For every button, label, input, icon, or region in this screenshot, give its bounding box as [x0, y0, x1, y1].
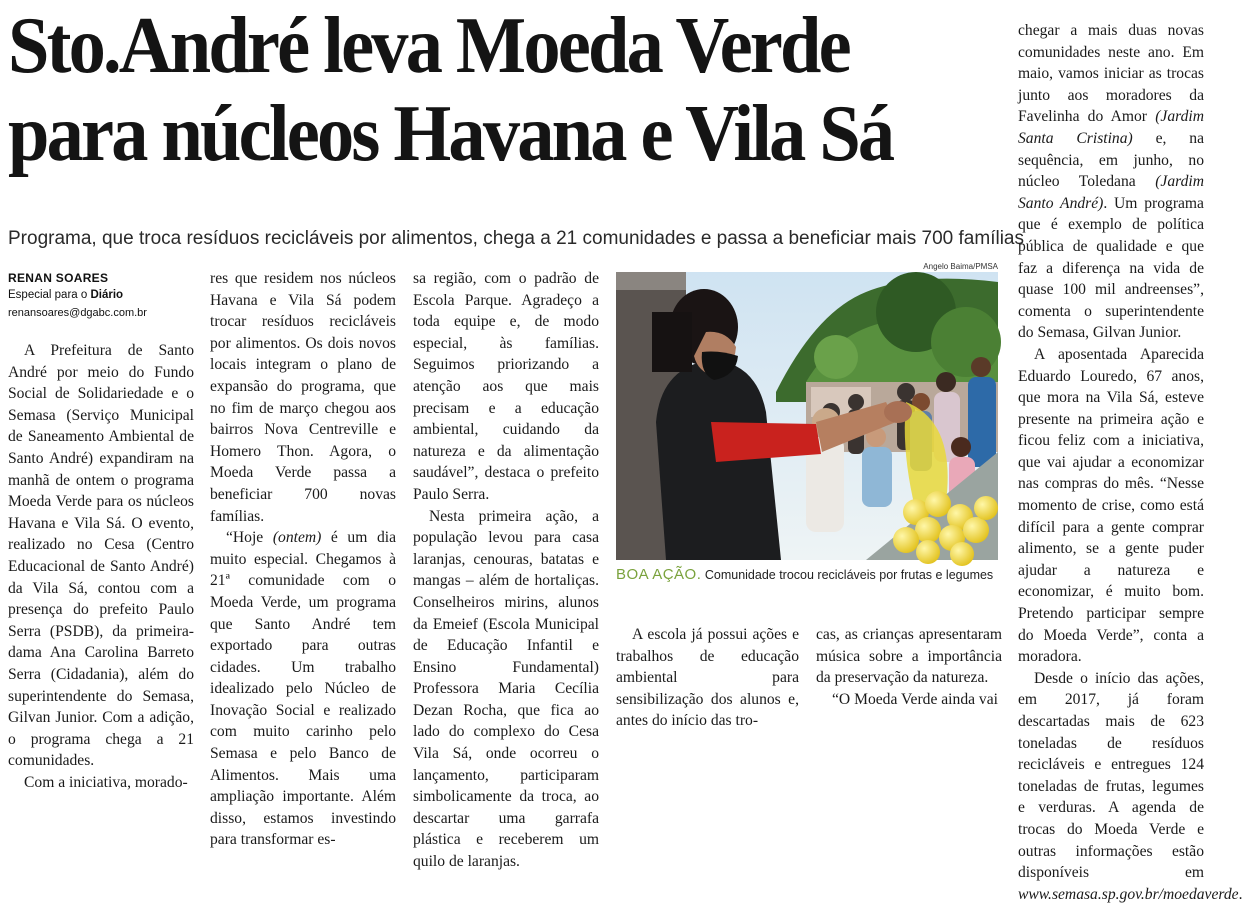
paragraph: Nesta primeira ação, a população levou para casa laranjas, cenouras, batatas e mangas – além de hortaliças. Conselheiros mirins, alunos da Emeief (Escola Municipal de Educação Infantil e Ensino Fundamental) Professora Maria Cecília Dezan Rocha, que fica ao lado do complexo do Cesa Vila Sá, onde ocorreu o lançamento, participaram simbolicamente da troca, ao descartar uma garrafa plástica e receberem um quilo de laranjas. — [413, 507, 599, 871]
newspaper-name: Diário — [90, 289, 124, 301]
photo-credit: Angelo Baima/PMSA — [923, 262, 998, 271]
author-email: renansoares@dgabc.com.br — [8, 307, 147, 319]
headline-line-1: Sto.André leva Moeda Verde — [8, 2, 849, 90]
article-column-6 — [1018, 20, 1243, 905]
paragraph: chegar a mais duas novas comunidades neste ano. Em maio, vamos iniciar as trocas junto aos moradores da Favelinha do Amor (Jardim Santa Cristina) e, na sequência, em junho, no núcleo Toledana (Jardim Santo André). Um programa que é exemplo de política pública de qualidade e que faz a diferença na vida de quase 100 mil andreenses”, comenta o superintendente do Semasa, Gilvan Junior. — [1018, 22, 1204, 342]
article-photo — [616, 272, 998, 560]
caption-text: Comunidade trocou recicláveis por frutas e legumes — [701, 568, 994, 582]
photo-illustration — [616, 272, 998, 560]
paragraph: “O Moeda Verde ainda vai — [832, 690, 998, 708]
headline-line-2: para núcleos Havana e Vila Sá — [8, 90, 893, 178]
paragraph: Com a iniciativa, morado- — [24, 773, 188, 791]
byline — [8, 270, 198, 322]
author-role — [8, 286, 198, 304]
paragraph: cas, as crianças apresentaram música sobre a importância da preservação da natureza. — [816, 626, 1002, 687]
paragraph: A aposentada Aparecida Eduardo Louredo, 67 anos, que mora na Vila Sá, esteve presente na primeira ação e ficou feliz com a iniciativa, que vai ajudar a economizar nas compras do mês. “Nesse momento de crise, como está difícil para a gente comprar alimento, se a gente puder ajudar a natureza e economizar, é muito bom. Pretendo participar sempre do Moeda Verde”, conta a moradora. — [1018, 345, 1204, 666]
caption-kicker: BOA AÇÃO. — [616, 566, 702, 583]
article-column-5 — [816, 624, 1002, 710]
article-column-1 — [8, 340, 194, 793]
paragraph: “Hoje (ontem) é um dia muito especial. Chegamos à 21ª comunidade com o Moeda Verde, um programa que Santo André tem exportado para outras cidades. Um trabalho idealizado pelo Núcleo de Inovação Social e realizado com muito carinho pelo Semasa e pelo Banco de Alimentos. Mais uma ampliação importante. Além disso, estamos investindo para transformar es- — [210, 529, 396, 849]
article-column-3 — [413, 268, 599, 873]
paragraph: A Prefeitura de Santo André por meio do Fundo Social de Solidariedade e o Semasa (Serviço Municipal de Saneamento Ambiental de Santo André) expandiram na manhã de ontem o programa Moeda Verde para os núcleos Havana e Vila Sá. O evento, realizado no Cesa (Centro Educacional de Santo André) da Vila Sá, contou com a presença do prefeito Paulo Serra (PSDB), da primeira-dama Ana Carolina Barreto Serra (Cidadania), além do superintendente do Semasa, Gilvan Junior. Com a adição, o programa chega a 21 comunidades. — [8, 342, 194, 770]
paragraph: sa região, com o padrão de Escola Parque. Agradeço a toda equipe e, de modo especial, às famílias. Seguimos priorizando a atenção aos que mais precisam e a educação ambiental, cuidando da natureza e da alimentação saudável”, destaca o prefeito Paulo Serra. — [413, 270, 599, 503]
subheadline: Programa, que troca resíduos recicláveis por alimentos, chega a 21 comunidades e passa a beneficiar mais 700 famílias — [8, 228, 1024, 249]
headline — [8, 2, 938, 178]
article-column-2 — [210, 268, 396, 851]
author-role-prefix: Especial para o — [8, 289, 88, 301]
paragraph: Desde o início das ações, em 2017, já foram descartadas mais de 623 toneladas de resíduos recicláveis e entregues 124 toneladas de frutas, legumes e verduras. A agenda de trocas do Moeda Verde e outras informações estão disponíveis em www.semasa.sp.gov.br/moedaverde. — [1018, 669, 1243, 903]
photo-caption — [616, 566, 1006, 584]
paragraph: res que residem nos núcleos Havana e Vila Sá podem trocar resíduos recicláveis por alimentos. Os dois novos locais integram o plano de expansão do programa, que no fim de março chegou aos bairros Nova Centreville e Homero Thon. Agora, o Moeda Verde passa a beneficiar 700 novas famílias. — [210, 270, 396, 525]
paragraph: A escola já possui ações e trabalhos de educação ambiental para sensibilização dos alunos e, antes do início das tro- — [616, 626, 799, 730]
author-name: RENAN SOARES — [8, 271, 109, 285]
article-column-4 — [616, 624, 799, 732]
